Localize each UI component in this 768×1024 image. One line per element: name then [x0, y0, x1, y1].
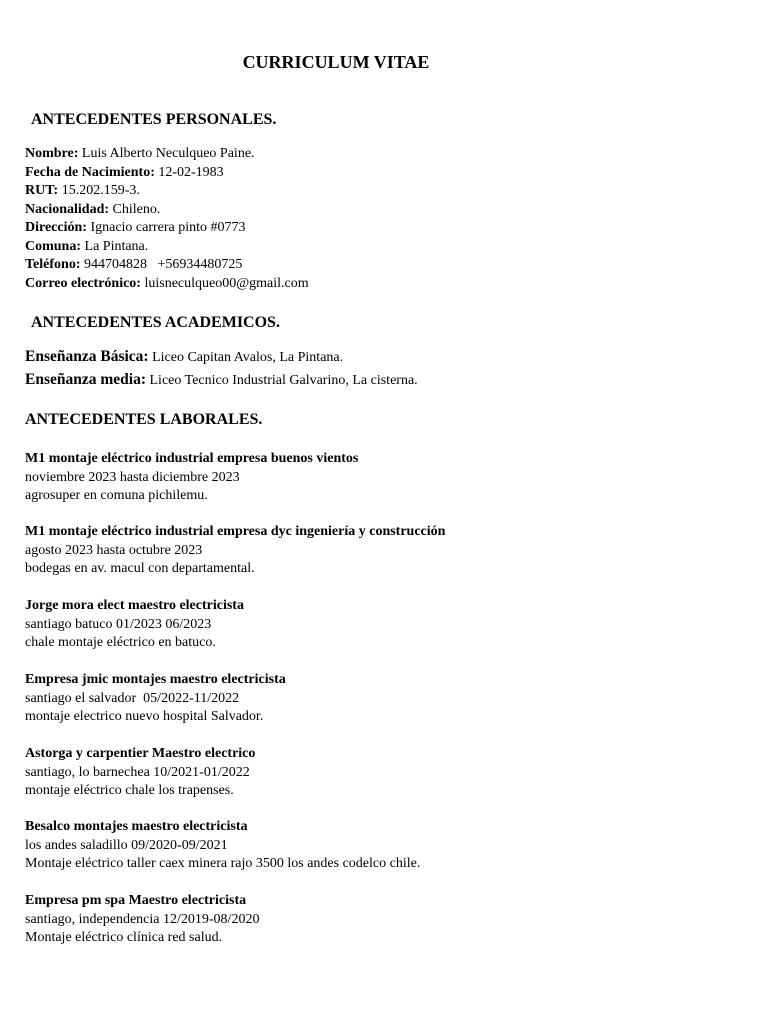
job-entry	[25, 818, 420, 874]
job-detail: Montaje eléctrico taller caex minera rajo 3500 los andes codelco chile.	[25, 856, 421, 871]
personal-field-name	[25, 145, 309, 164]
academic-heading: ANTECEDENTES ACADEMICOS.	[31, 314, 280, 331]
field-value: 15.202.159-3.	[58, 183, 140, 198]
job-title: Astorga y carpentier Maestro electrico	[25, 746, 256, 761]
field-label: RUT:	[25, 183, 59, 198]
job-entry	[25, 597, 244, 653]
job-period: agosto 2023 hasta octubre 2023	[25, 542, 203, 558]
job-entry	[25, 450, 358, 506]
personal-field-phone	[25, 256, 309, 275]
field-label: Comuna:	[25, 238, 82, 254]
job-detail: Montaje eléctrico clínica red salud.	[25, 930, 223, 945]
job-title: Besalco montajes maestro electricista	[25, 819, 248, 834]
field-label: Fecha de Nacimiento:	[25, 164, 155, 180]
personal-field-rut	[25, 182, 309, 201]
personal-field-email	[25, 275, 309, 294]
job-period: santiago, lo barnechea 10/2021-01/2022	[25, 764, 250, 780]
job-period: santiago el salvador 05/2022-11/2022	[25, 690, 240, 706]
job-detail: montaje electrico nuevo hospital Salvador.	[25, 709, 264, 724]
job-title: M1 montaje eléctrico industrial empresa buenos vientos	[25, 451, 359, 466]
field-value: 12-02-1983	[154, 164, 224, 180]
personal-field-address	[25, 219, 309, 238]
personal-field-commune	[25, 238, 309, 257]
job-detail: bodegas en av. macul con departamental.	[25, 561, 255, 576]
job-title: M1 montaje eléctrico industrial empresa dyc ingeniería y construcción	[25, 524, 446, 539]
field-value: Liceo Capitan Avalos, La Pintana.	[148, 350, 344, 365]
field-label: Dirección:	[25, 220, 87, 235]
job-period: santiago, independencia 12/2019-08/2020	[25, 911, 260, 927]
job-title: Jorge mora elect maestro electricista	[25, 598, 244, 613]
field-label: Teléfono:	[25, 257, 81, 272]
job-entry	[25, 745, 255, 801]
personal-heading: ANTECEDENTES PERSONALES.	[31, 111, 277, 128]
job-detail: agrosuper en comuna pichilemu.	[25, 488, 208, 503]
job-detail: montaje eléctrico chale los trapenses.	[25, 783, 234, 798]
job-entry	[25, 671, 286, 727]
academic-details	[25, 346, 418, 392]
job-title: Empresa jmic montajes maestro electricista	[25, 672, 286, 687]
job-entry	[25, 892, 259, 948]
job-entry	[25, 523, 445, 579]
field-label: Nacionalidad:	[25, 201, 110, 217]
field-label: Enseñanza media:	[25, 371, 146, 388]
field-value: Chileno.	[109, 201, 161, 217]
work-heading: ANTECEDENTES LABORALES.	[25, 411, 263, 428]
job-title: Empresa pm spa Maestro electricista	[25, 893, 247, 908]
personal-details	[25, 145, 309, 293]
personal-field-birthdate	[25, 164, 309, 183]
document-title: CURRICULUM VITAE	[242, 52, 430, 72]
field-value: Ignacio carrera pinto #0773	[86, 220, 246, 235]
field-label: Enseñanza Básica:	[25, 348, 149, 365]
field-label: Correo electrónico:	[25, 275, 141, 291]
field-value: 944704828 +56934480725	[80, 257, 243, 272]
job-period: noviembre 2023 hasta diciembre 2023	[25, 469, 240, 485]
field-value: Luis Alberto Neculqueo Paine.	[78, 146, 255, 161]
job-period: los andes saladillo 09/2020-09/2021	[25, 837, 228, 853]
field-label: Nombre:	[25, 146, 79, 161]
field-value: La Pintana.	[81, 238, 149, 254]
academic-field-secondary	[25, 369, 418, 392]
job-period: santiago batuco 01/2023 06/2023	[25, 616, 212, 632]
job-detail: chale montaje eléctrico en batuco.	[25, 635, 216, 650]
academic-field-basic	[25, 346, 418, 369]
personal-field-nationality	[25, 201, 309, 220]
field-value: luisneculqueo00@gmail.com	[140, 275, 309, 291]
field-value: Liceo Tecnico Industrial Galvarino, La cisterna.	[146, 373, 418, 388]
